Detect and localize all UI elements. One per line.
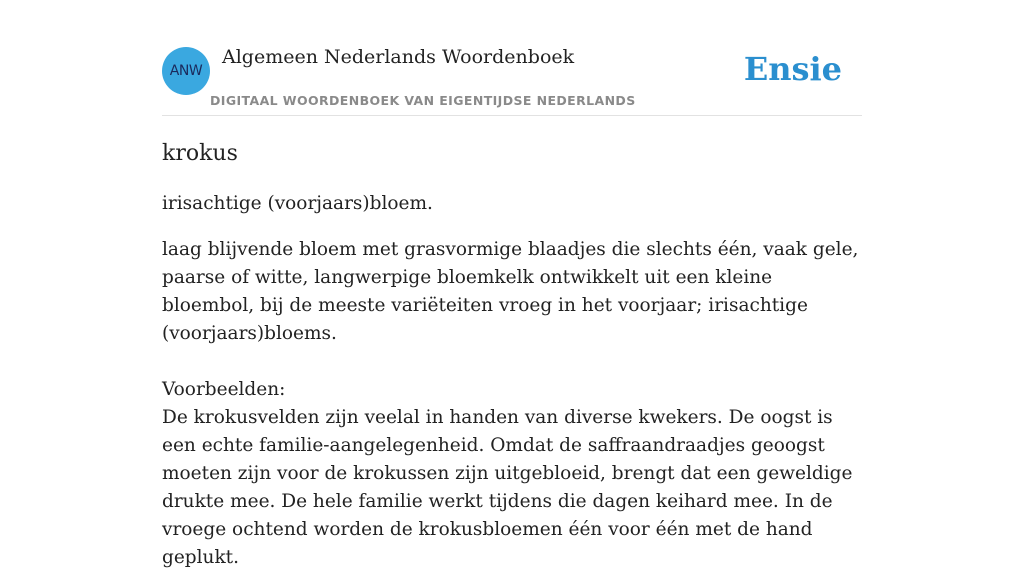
- long-definition: laag blijvende bloem met grasvormige blaadjes die slechts één, vaak gele, paarse of witte, langwerpige bloemkelk ontwikkelt uit een kleine bloembol, bij de meeste variëteiten vroeg in het voorjaar; irisachtige (voorjaars)bloems. Voorbeelden: De krokusvelden zijn veelal in handen van diverse kwekers. De oogst is een echte familie-aangelegenheid. Omdat de saffraandraadjes geoogst moeten zijn voor de krokussen zijn uitgebloeid, brengt dat een geweldige drukte mee. De hele familie werkt tijdens die dagen keihard mee. In de vroege ochtend worden de krokusbloemen één voor één met de hand geplukt.: [162, 239, 859, 568]
- logo-text: ANW: [169, 63, 203, 79]
- site-title[interactable]: Algemeen Nederlands Woordenboek: [222, 46, 575, 68]
- entry-content: [162, 138, 862, 572]
- site-subtitle: DIGITAAL WOORDENBOEK VAN EIGENTIJDSE NEDERLANDS: [210, 93, 636, 108]
- entry-headword: krokus: [162, 141, 238, 166]
- header-divider: [162, 115, 862, 116]
- anw-logo[interactable]: [162, 47, 210, 95]
- ensie-brand-logo[interactable]: Ensie: [743, 50, 842, 88]
- site-header: [162, 0, 862, 116]
- short-definition: irisachtige (voorjaars)bloem.: [162, 193, 433, 214]
